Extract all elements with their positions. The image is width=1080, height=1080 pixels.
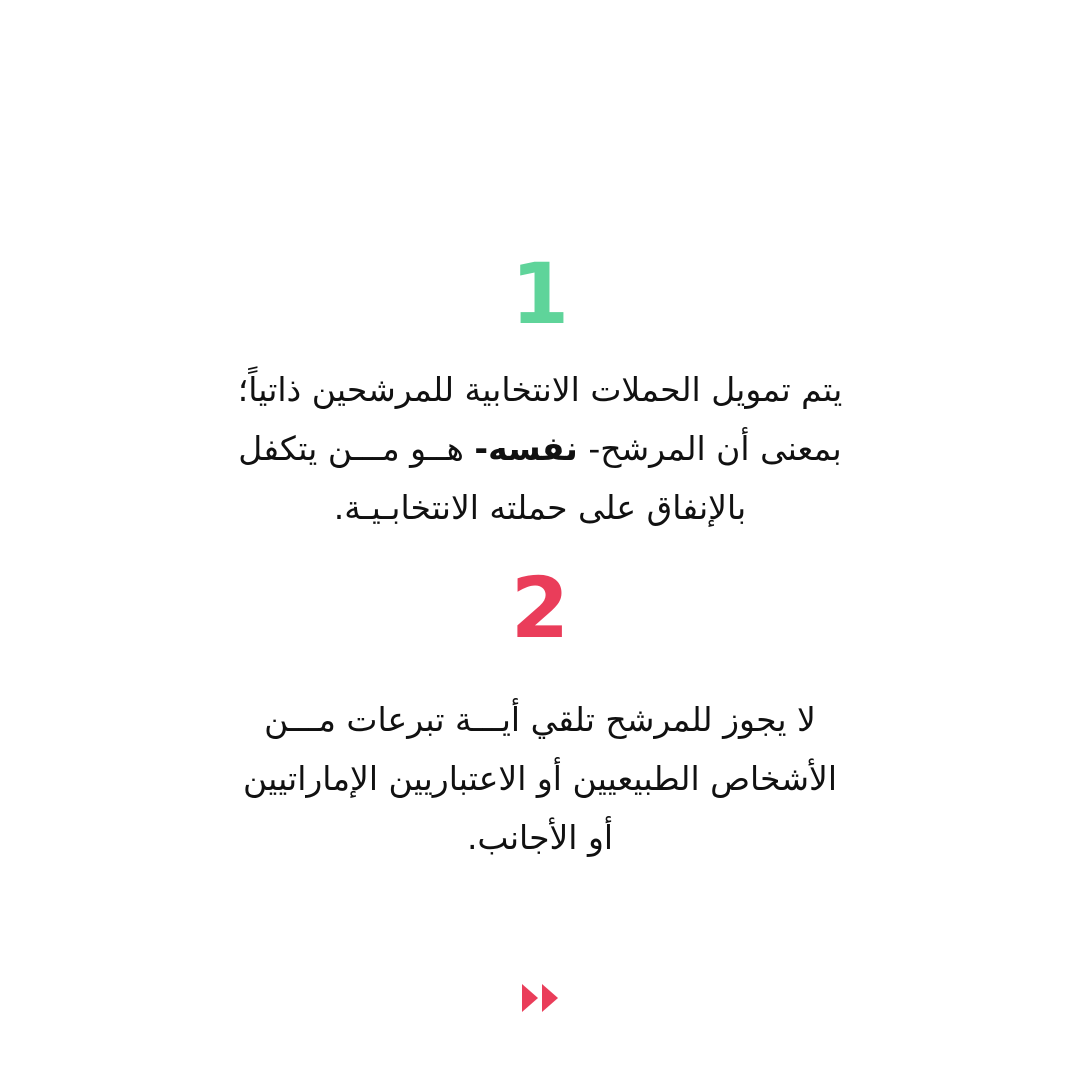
step-2-line-1: لا يجوز للمرشح تلقي أيـــة تبرعات مـــن [264, 700, 816, 739]
step-1-text [190, 360, 890, 537]
step-2-number: 2 [510, 559, 570, 657]
step-1-number: 1 [510, 245, 570, 343]
fast-forward-icon [522, 984, 560, 1012]
step-2-line-3: أو الأجانب. [466, 818, 614, 857]
step-1-emphasis: نفسه- [474, 429, 578, 468]
step-1-line-2-start: بمعنى أن المرشح- [577, 429, 842, 468]
step-1-line-2-end: هــو مـــن يتكفل [238, 429, 475, 468]
step-1-line-3: بالإنفاق على حملته الانتخابـيـة. [333, 488, 747, 527]
step-1-line-2 [190, 419, 890, 478]
next-button[interactable] [522, 984, 562, 1012]
step-2-text [190, 690, 890, 867]
step-2-line-2: الأشخاص الطبيعيين أو الاعتباريين الإماراتيين [242, 759, 838, 798]
step-1-line-1: يتم تمويل الحملات الانتخابية للمرشحين ذاتياً؛ [237, 370, 843, 409]
